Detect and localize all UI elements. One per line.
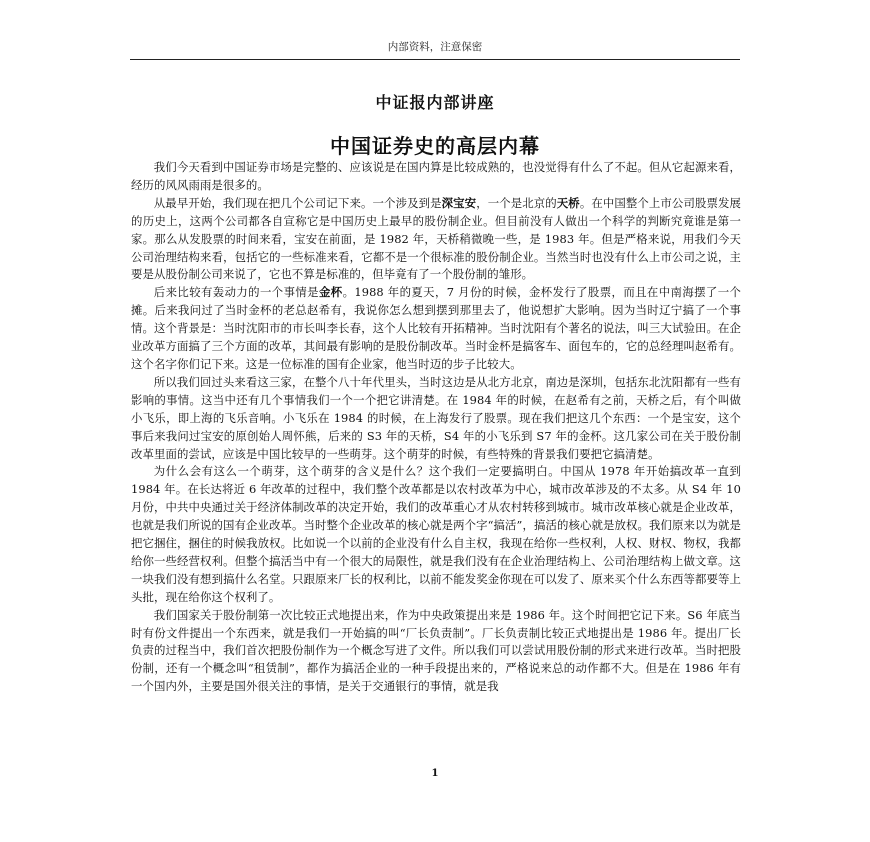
paragraph [131, 284, 741, 374]
paragraph [131, 374, 741, 464]
paragraph-text: 我们今天看到中国证券市场是完整的、应该说是在国内算是比较成熟的，也没觉得有什么了不起。但从它起源来看，经历的风风雨雨是很多的。 [131, 160, 741, 192]
company-name-bold: 天桥 [556, 195, 580, 210]
page-number: 1 [431, 768, 439, 779]
company-name-bold: 深宝安 [441, 195, 477, 210]
paragraph-text: 所以我们回过头来看这三家，在整个八十年代里头，当时这边是从北方北京，南边是深圳，包括东北沈阳都有一些有影响的事情。这当中还有几个事情我们一个一个把它讲清楚。在 1984 年的时候，在赵希有之前，天桥之后，有个叫做小飞乐，即上海的飞乐音响。小飞乐在 1984 的时候，在上海发行了股票。现在我们把这几个东西：一个是宝安，这个事后来我问过宝安的原创始人周怀熊，后来的 S3 年的天桥，S4 年的小飞乐到 S7 年的金杯。这几家公司在关于股份制改革里面的尝试，应该是中国比较早的一些萌芽。这个萌芽的时候，有些特殊的背景我们要把它搞清楚。 [131, 374, 741, 461]
company-name-bold: 金杯 [318, 285, 343, 300]
paragraph-text: 后来比较有轰动力的一个事情是 [153, 285, 319, 300]
header-text: 内部资料，注意保密 [387, 41, 483, 53]
paragraph-text: 。1988 年的夏天，7 月份的时候，金杯发行了股票，而且在中南海摆了一个摊。后来我问过了当时金杯的老总赵希有，我说你怎么想到摆到那里去了，他说想扩大影响。因为当时辽宁搞了一个事情。这个背景是：当时沈阳市的市长叫李长春，这个人比较有开拓精神。当时沈阳有个著名的说法，叫三大试验田。在企业改革方面搞了三个方面的改革，其间最有影响的是股份制改革。当时金杯是搞客车、面包车的，它的总经理叫赵希有。这个名字你们记下来。这是一位标准的国有企业家，他当时迈的步子比较大。 [131, 285, 741, 371]
paragraph [131, 195, 741, 285]
paragraph-text: ，一个是北京的 [476, 195, 557, 210]
paragraph [131, 607, 741, 697]
paragraph-text: 从最早开始，我们现在把几个公司记下来。一个涉及到是 [153, 195, 442, 210]
paragraph-text: 我们国家关于股份制第一次比较正式地提出来，作为中央政策提出来是 1986 年。这个时间把它记下来。S6 年底当时有份文件提出一个东西来，就是我们一开始搞的叫“厂长负责制”。厂长负责制比较正式地提出是 1986 年。提出厂长负责的过程当中，我们首次把股份制作为一个概念写进了文件。所以我们可以尝试用股份制的形式来进行改革。当时把股份制，还有一个概念叫“租赁制”，都作为搞活企业的一种手段提出来的，严格说来总的动作都不大。但是在 1986 年有一个国内外，主要是国外很关注的事情，是关于交通银行的事情，就是我 [131, 607, 741, 694]
page-header [130, 40, 740, 60]
document-body [131, 159, 741, 696]
paragraph-text: 。在中国整个上市公司股票发展的历史上，这两个公司都各自宣称它是中国历史上最早的股份制企业。但目前没有人做出一个科学的判断究竟谁是第一家。那么从发股票的时间来看，宝安在前面，是 1982 年，天桥稍微晚一些，是 1983 年。但是严格来说，用我们今天公司治理结构来看，包括它的一些标准来看，它都不是一个很标准的股份制企业。当然当时也没有什么上市公司之说，主要是从股份制公司来说了，它也不算是标准的，但毕竟有了一个股份制的雏形。 [131, 195, 741, 282]
paragraph [131, 463, 741, 606]
document-title: 中国证券史的高层内幕 [330, 134, 540, 158]
paragraph [131, 159, 741, 195]
paragraph-text: 为什么会有这么一个萌芽，这个萌芽的含义是什么？这个我们一定要搞明白。中国从 1978 年开始搞改革一直到 1984 年。在长达将近 6 年改革的过程中，我们整个改革都是以农村改革为中心，城市改革涉及的不太多。从 S4 年 10 月份，中共中央通过关于经济体制改革的决定开始，我们的改革重心才从农村转移到城市。城市改革核心就是企业改革，也就是我们所说的国有企业改革。当时整个企业改革的核心就是两个字“搞活”，搞活的核心就是放权。我们原来以为就是把它捆住，捆住的时候我放权。比如说一个以前的企业没有什么自主权，我现在给你一些权利，人权、财权、物权，我都给你一些经营权利。但整个搞活当中有一个很大的局限性，就是我们没有在企业治理结构上、公司治理结构上做文章。这一块我们没有想到搞什么名堂。只跟原来厂长的权利比，以前不能发奖金你现在可以发了、原来买个什么东西等都要等上头批，现在给你这个权利了。 [131, 464, 741, 604]
series-title: 中证报内部讲座 [375, 93, 495, 112]
